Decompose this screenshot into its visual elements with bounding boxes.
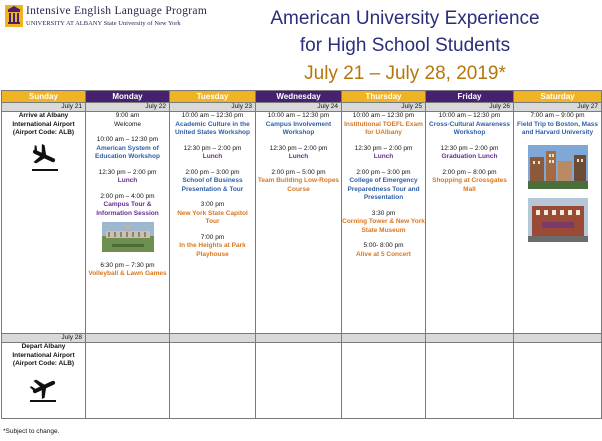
date-cell: July 27: [514, 103, 602, 112]
day-header-monday: Monday: [86, 91, 170, 103]
event: [170, 234, 255, 260]
event-time: 10:00 am – 12:30 pm: [438, 112, 501, 119]
event-time: 10:00 am – 12:30 pm: [352, 112, 415, 119]
event-title: Lunch: [373, 153, 394, 160]
event-title: In the Heights at Park Playhouse: [179, 242, 246, 258]
event: [342, 210, 425, 236]
event-time: 2:00 pm – 5:00 pm: [271, 168, 326, 176]
event: [426, 112, 513, 138]
logo-program-name: Intensive English Language Program: [26, 5, 208, 17]
footnote: *Subject to change.: [3, 428, 60, 435]
event: [170, 169, 255, 195]
event-time: 2:00 pm – 8:00 pm: [442, 168, 497, 176]
event-title: Lunch: [288, 153, 309, 160]
program-logo: [5, 4, 215, 30]
date-cell-empty: [86, 334, 170, 343]
event: [514, 112, 601, 138]
title-dates: July 21 – July 28, 2019*: [304, 63, 506, 84]
event-title: Alive at 5 Concert: [356, 250, 411, 258]
event-time: 10:00 am – 12:30 pm: [96, 136, 159, 143]
event: [86, 112, 169, 129]
event-title: Volleyball & Lawn Games: [88, 270, 167, 277]
campus-photo: [102, 222, 154, 252]
event-time: 6:30 pm – 7:30 pm: [100, 261, 155, 269]
date-cell-empty: [514, 334, 602, 343]
event-time: 9:00 am: [115, 112, 140, 119]
event: [342, 145, 425, 162]
departure-line-1: Depart Albany: [21, 343, 66, 350]
event-time: 3:00 pm: [200, 201, 225, 208]
schedule-table: [1, 90, 602, 419]
date-cell: July 26: [426, 103, 514, 112]
date-cell: July 24: [256, 103, 342, 112]
event-title: Cross-Cultural Awareness Workshop: [429, 120, 510, 136]
date-row: [2, 103, 602, 112]
empty-cell: [426, 343, 514, 419]
date-cell-empty: [342, 334, 426, 343]
day-header-tuesday: Tuesday: [170, 91, 256, 103]
event-title: School of Business Presentation & Tour: [181, 177, 244, 193]
date-cell: July 21: [2, 103, 86, 112]
boston-photo: [528, 145, 588, 189]
departure-cell: [2, 343, 86, 419]
event-time: 3:30 pm: [371, 209, 396, 217]
event: [342, 112, 425, 138]
event-time: 12:30 pm – 2:00 pm: [183, 144, 242, 152]
title-line-1: American University Experience: [270, 8, 540, 29]
logo-university-name: UNIVERSITY AT ALBANY State University of New York: [26, 20, 181, 27]
event: [170, 201, 255, 227]
event-time: 12:30 pm – 2:00 pm: [354, 144, 413, 152]
event-time: 12:30 pm – 2:00 pm: [440, 144, 499, 152]
event-title: Welcome: [114, 120, 141, 128]
event-title: New York State Capitol Tour: [177, 209, 248, 225]
tuesday-cell: [170, 112, 256, 334]
sunday-cell: [2, 112, 86, 334]
event-time: 10:00 am – 12:30 pm: [181, 112, 244, 119]
date-cell: July 25: [342, 103, 426, 112]
event-time: 10:00 am – 12:30 pm: [267, 112, 330, 119]
date-cell: July 22: [86, 103, 170, 112]
event-title: Shopping at Crossgates Mall: [432, 177, 507, 193]
event-title: Lunch: [117, 177, 138, 184]
day-header-sunday: Sunday: [2, 91, 86, 103]
day-header-thursday: Thursday: [342, 91, 426, 103]
event: [256, 169, 341, 195]
date-row: [2, 334, 602, 343]
event-title: Campus Involvement Workshop: [265, 120, 332, 136]
arrival-line-3: (Airport Code: ALB): [12, 129, 75, 136]
friday-cell: [426, 112, 514, 334]
event: [170, 112, 255, 138]
title-line-2: for High School Students: [299, 35, 511, 56]
date-cell: July 23: [170, 103, 256, 112]
event-title: Institutional TOEFL Exam for UAlbany: [344, 120, 423, 136]
week-1-row: [2, 112, 602, 334]
event-time: 7:00 am – 9:00 pm: [530, 112, 585, 119]
day-header-row: [2, 91, 602, 103]
plane-landing-icon: [26, 144, 62, 172]
event: [426, 145, 513, 162]
date-cell-empty: [426, 334, 514, 343]
departure-line-2: International Airport: [12, 351, 75, 359]
event-title: Team Building Low-Ropes Course: [257, 177, 340, 193]
event-title: American System of Education Workshop: [95, 144, 160, 160]
event-title: College of Emergency Preparedness Tour and Presentation: [347, 177, 420, 201]
event-time: 12:30 pm – 2:00 pm: [269, 144, 328, 152]
arrival-line-2: International Airport: [12, 120, 75, 128]
event-time: 7:00 pm: [200, 233, 225, 241]
event-title: Graduation Lunch: [441, 153, 498, 160]
event: [86, 193, 169, 219]
harvard-photo: [528, 198, 588, 242]
event-time: 12:30 pm – 2:00 pm: [98, 168, 157, 176]
day-header-saturday: Saturday: [514, 91, 602, 103]
event: [256, 145, 341, 162]
event: [86, 169, 169, 186]
plane-departure-icon: [26, 375, 62, 403]
date-cell-empty: [170, 334, 256, 343]
week-2-row: [2, 343, 602, 419]
empty-cell: [86, 343, 170, 419]
event-title: Campus Tour & Information Session: [96, 201, 159, 217]
thursday-cell: [342, 112, 426, 334]
empty-cell: [514, 343, 602, 419]
empty-cell: [256, 343, 342, 419]
day-header-wednesday: Wednesday: [256, 91, 342, 103]
event: [256, 112, 341, 138]
event-title: Academic Culture in the United States Workshop: [174, 120, 250, 136]
date-cell: July 28: [2, 334, 86, 343]
event-title: Field Trip to Boston, Mass and Harvard University: [517, 120, 598, 136]
wednesday-cell: [256, 112, 342, 334]
empty-cell: [170, 343, 256, 419]
empty-cell: [342, 343, 426, 419]
event-title: Corning Tower & New York State Museum: [342, 218, 425, 234]
university-seal-icon: [5, 5, 23, 27]
event-time: 2:00 pm – 3:00 pm: [185, 168, 240, 176]
event: [342, 169, 425, 203]
event-time: 2:00 pm – 3:00 pm: [356, 168, 411, 176]
event: [86, 262, 169, 279]
departure-line-3: (Airport Code: ALB): [12, 360, 75, 367]
event: [86, 136, 169, 162]
date-cell-empty: [256, 334, 342, 343]
event: [342, 242, 425, 259]
monday-cell: [86, 112, 170, 334]
event-time: 5:00- 8:00 pm: [363, 242, 404, 249]
event-title: Lunch: [202, 153, 223, 160]
event-time: 2:00 pm – 4:00 pm: [100, 192, 155, 200]
day-header-friday: Friday: [426, 91, 514, 103]
arrival-line-1: Arrive at Albany: [18, 112, 69, 119]
event: [426, 169, 513, 195]
saturday-cell: [514, 112, 602, 334]
event: [170, 145, 255, 162]
